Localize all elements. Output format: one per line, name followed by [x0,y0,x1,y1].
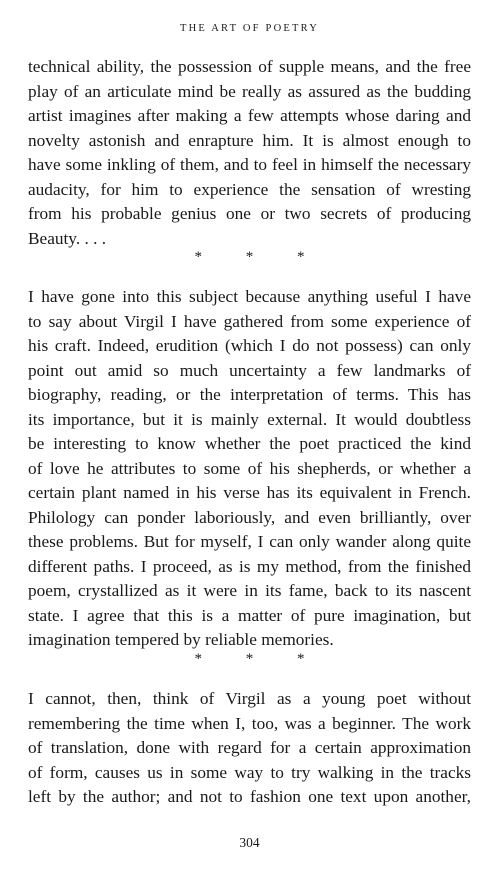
running-head: THE ART OF POETRY [180,23,319,34]
text-line: I have gone into this subject because anything useful I have [28,287,471,306]
text-line: technical ability, the possession of supple means, and the free [28,57,471,76]
text-line: state. I agree that this is a matter of pure imagination, but [28,605,471,625]
text-line: point out amid so much uncertainty a few landmarks of [28,360,471,380]
section-break-ornament: * * * [194,249,325,265]
text-line: biography, reading, or the interpretation of terms. This has [28,385,471,404]
text-line: poem, crystallized as it were in its fame, back to its nascent [28,581,471,600]
text-line: his craft. Indeed, erudition (which I do not possess) can only [28,336,471,355]
paragraph-3 [28,687,471,810]
text-line: imagination tempered by reliable memories. [28,630,334,649]
text-line: from his probable genius one or two secrets of producing [28,204,471,223]
text-line: be interesting to know whether the poet practiced the kind [28,434,471,453]
text-line: certain plant named in his verse has its equivalent in French. [28,483,471,502]
text-line: remembering the time when I, too, was a beginner. The work [28,713,471,733]
text-line: Beauty. . . . [28,228,107,248]
book-page [28,0,471,875]
text-line: to say about Virgil I have gathered from some experience of [28,311,471,331]
text-line: of translation, done with regard for a certain approximation [28,738,471,757]
page-number: 304 [239,835,260,850]
text-line: of love he attributes to some of his shepherds, or whether a [28,458,471,478]
text-line: its importance, but it is mainly external. It would doubtless [28,409,471,429]
paragraph-2 [28,285,471,653]
text-line: audacity, for him to experience the sensation of wresting [28,179,471,199]
text-line: these problems. But for myself, I can only wander along quite [28,532,471,551]
text-line: of form, causes us in some way to try walking in the tracks [28,762,471,782]
text-line: I cannot, then, think of Virgil as a young poet without [28,689,471,708]
text-line: artist imagines after making a few attempts whose daring and [28,106,471,125]
text-line: have some inkling of them, and to feel in himself the necessary [28,155,471,174]
text-line: left by the author; and not to fashion one text upon another, [28,787,471,806]
text-line: novelty astonish and enrapture him. It is almost enough to [28,130,471,150]
text-line: play of an articulate mind be really as assured as the budding [28,81,471,101]
text-line: Philology can ponder laboriously, and even brilliantly, over [28,507,471,527]
section-break-ornament: * * * [194,651,325,667]
text-line: different paths. I proceed, as is my method, from the finished [28,556,471,576]
paragraph-1 [28,55,471,251]
